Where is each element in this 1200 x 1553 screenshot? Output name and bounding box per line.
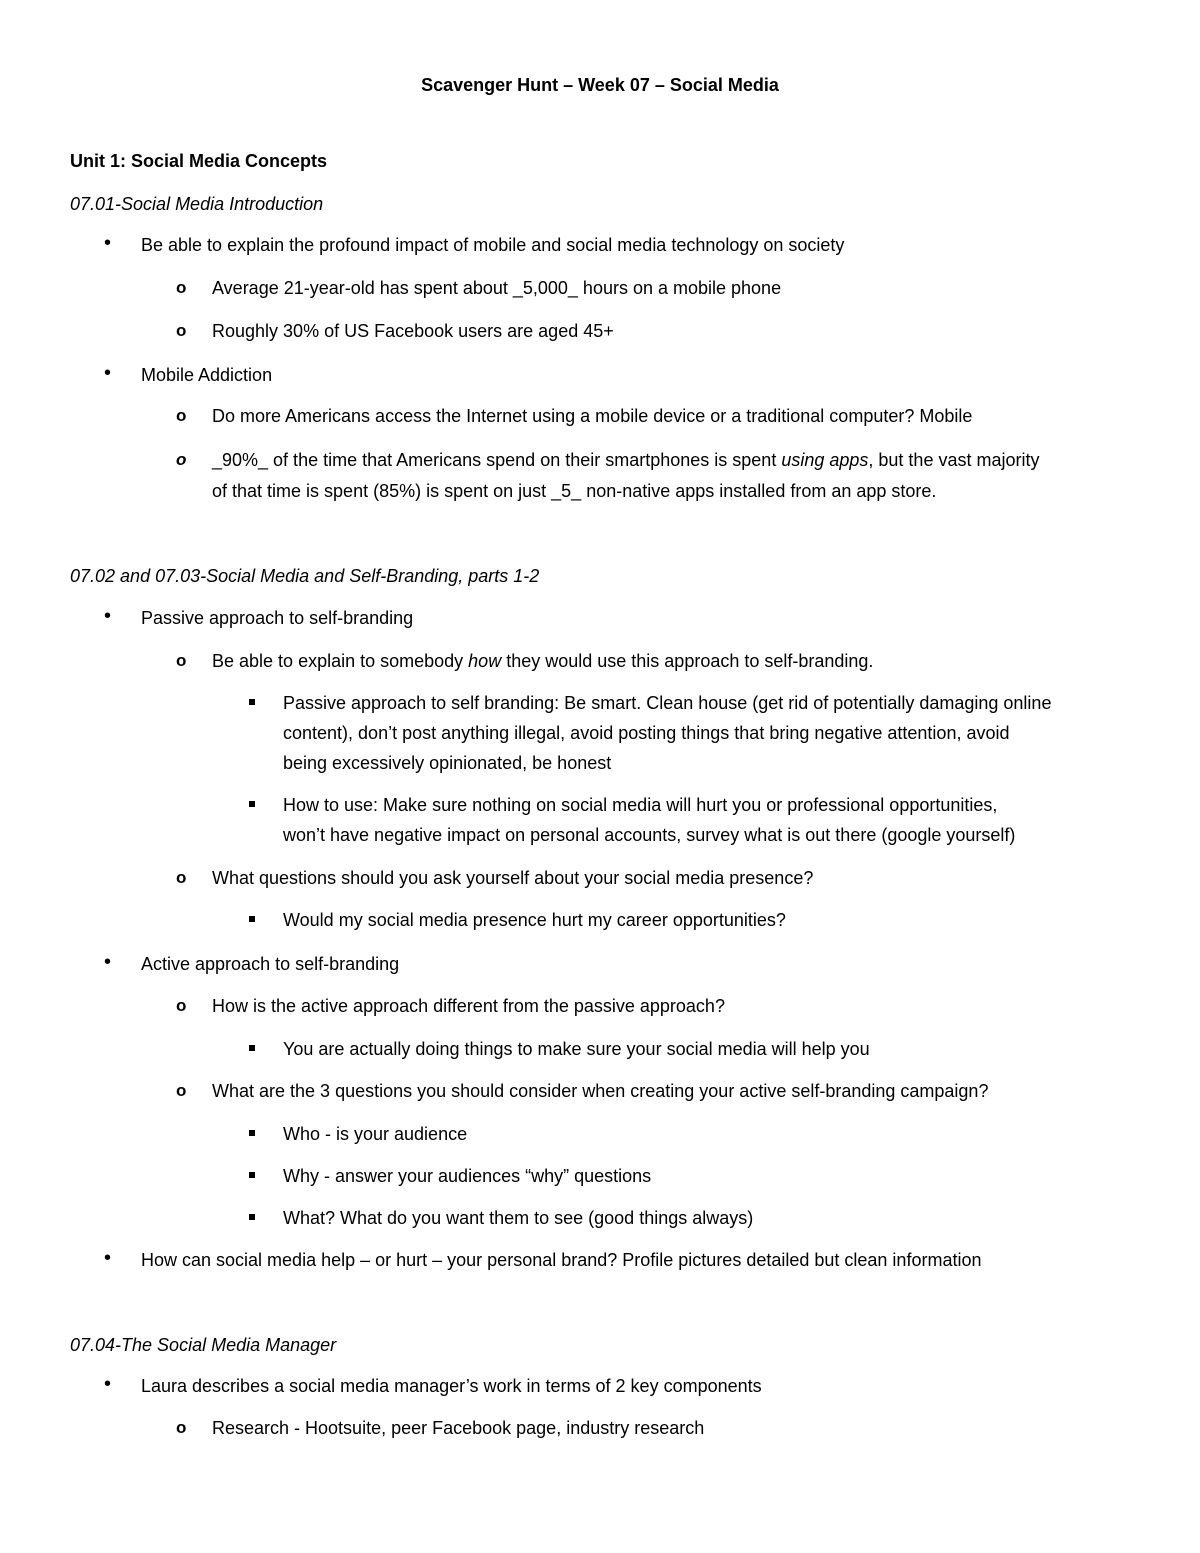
emphasis-text: using apps: [781, 450, 869, 470]
square-bullet-icon: [249, 1130, 255, 1136]
document-title: Scavenger Hunt – Week 07 – Social Media: [421, 75, 779, 95]
list-item: Would my social media presence hurt my career opportunities?: [283, 910, 786, 930]
list-item: What? What do you want them to see (good things always): [283, 1208, 754, 1228]
list-item: Passive approach to self branding: Be smart. Clean house (get rid of potentially damaging online: [283, 693, 1052, 713]
list-item: Who - is your audience: [283, 1124, 468, 1144]
square-bullet-icon: [249, 801, 255, 807]
square-bullet-icon: [249, 1214, 255, 1220]
list-item-text: , but the vast majority: [868, 450, 1040, 470]
sub-bullet-icon: o: [176, 996, 187, 1015]
bullet-icon: •: [104, 1247, 112, 1269]
list-item: Research - Hootsuite, peer Facebook page, industry research: [212, 1418, 705, 1438]
list-item-text: _90%_ of the time that Americans spend on their smartphones is spent: [212, 450, 782, 470]
emphasis-text: how: [468, 651, 502, 671]
list-item-text: Be able to explain to somebody: [212, 651, 469, 671]
list-item-continuation: being excessively opinionated, be honest: [283, 753, 612, 773]
sub-bullet-icon: o: [176, 406, 187, 425]
square-bullet-icon: [249, 1172, 255, 1178]
square-bullet-icon: [249, 699, 255, 705]
square-bullet-icon: [249, 916, 255, 922]
section-heading-0701: 07.01-Social Media Introduction: [70, 194, 324, 214]
list-item: Active approach to self-branding: [141, 954, 400, 974]
sub-bullet-icon: o: [176, 651, 187, 670]
list-item: Do more Americans access the Internet using a mobile device or a traditional computer? Mobile: [212, 406, 973, 426]
list-item: Passive approach to self-branding: [141, 608, 414, 628]
sub-bullet-icon: o: [176, 868, 187, 887]
bullet-icon: •: [104, 362, 112, 384]
list-item: Average 21-year-old has spent about _5,000_ hours on a mobile phone: [212, 278, 782, 298]
sub-bullet-icon: o: [176, 1081, 187, 1100]
list-item: How to use: Make sure nothing on social media will hurt you or professional opportunities,: [283, 795, 998, 815]
list-item-continuation: of that time is spent (85%) is spent on just _5_ non-native apps installed from an app store.: [212, 481, 937, 501]
bullet-icon: •: [104, 1373, 112, 1395]
list-item: What are the 3 questions you should consider when creating your active self-branding campaign?: [212, 1081, 989, 1101]
sub-bullet-icon: o: [176, 321, 187, 340]
list-item: Why - answer your audiences “why” questions: [283, 1166, 652, 1186]
sub-bullet-icon: o: [176, 450, 187, 469]
list-item: Roughly 30% of US Facebook users are aged 45+: [212, 321, 614, 341]
list-item: Be able to explain the profound impact of mobile and social media technology on society: [141, 235, 845, 255]
sub-bullet-icon: o: [176, 278, 187, 297]
list-item: [212, 449, 1039, 471]
square-bullet-icon: [249, 1045, 255, 1051]
section-heading-0704: 07.04-The Social Media Manager: [70, 1335, 337, 1355]
list-item-continuation: won’t have negative impact on personal accounts, survey what is out there (google yourself): [283, 825, 1016, 845]
list-item: Laura describes a social media manager’s work in terms of 2 key components: [141, 1376, 762, 1396]
list-item: Mobile Addiction: [141, 365, 273, 385]
list-item-text: they would use this approach to self-branding.: [501, 651, 874, 671]
list-item: What questions should you ask yourself about your social media presence?: [212, 868, 814, 888]
bullet-icon: •: [104, 951, 112, 973]
unit-heading: Unit 1: Social Media Concepts: [70, 151, 328, 171]
list-item-continuation: content), don’t post anything illegal, avoid posting things that bring negative attention, avoid: [283, 723, 1010, 743]
sub-bullet-icon: o: [176, 1418, 187, 1437]
list-item: How is the active approach different from the passive approach?: [212, 996, 725, 1016]
list-item: How can social media help – or hurt – your personal brand? Profile pictures detailed but clean information: [141, 1250, 982, 1270]
list-item: [212, 650, 873, 672]
list-item: You are actually doing things to make sure your social media will help you: [283, 1039, 870, 1059]
bullet-icon: •: [104, 232, 112, 254]
section-heading-0702-0703: 07.02 and 07.03-Social Media and Self-Branding, parts 1-2: [70, 566, 540, 586]
bullet-icon: •: [104, 605, 112, 627]
